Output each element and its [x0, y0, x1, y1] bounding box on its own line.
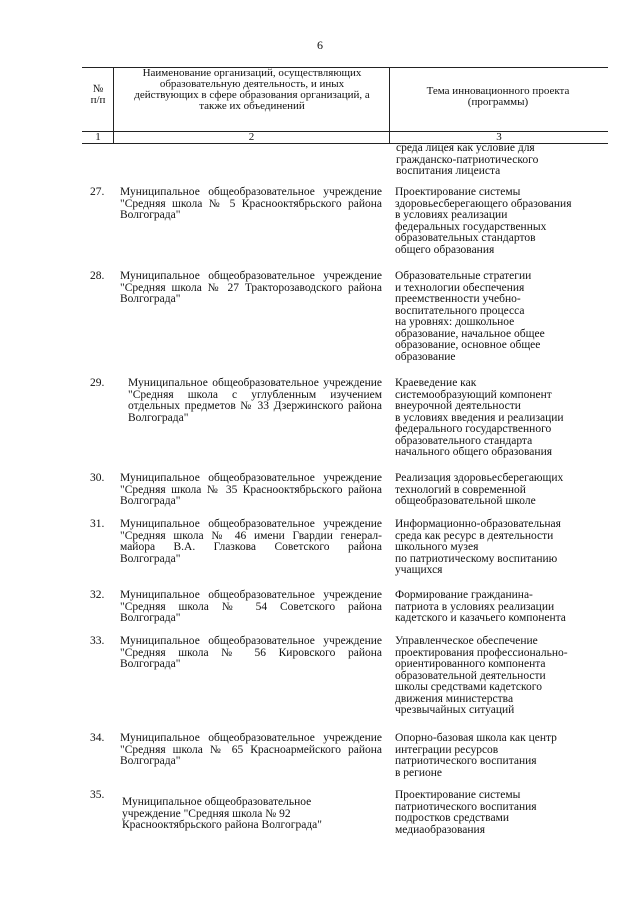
organization-name: Муниципальное общеобразовательное учреждение "Средняя школа № 46 имени Гвардии генерал-майора В.А. Глазкова Советского района Волгограда": [120, 518, 382, 565]
project-topic: Проектирование системы патриотического воспитания подростков средствами медиаобразования: [395, 789, 537, 836]
header-num-1: 1: [95, 131, 101, 143]
organization-name: Муниципальное общеобразовательное учреждение "Средняя школа № 92 Краснооктябрьского района Волгограда": [122, 796, 322, 831]
project-topic: Информационно-образовательная среда как ресурс в деятельности школьного музея по патриотическому воспитанию учащихся: [395, 518, 561, 576]
header-col-organization: Наименование организаций, осуществляющих образовательную деятельность, и иных действующих в сфере образования организаций, а также их объединений: [134, 67, 370, 112]
header-num-2: 2: [248, 131, 255, 143]
organization-name: Муниципальное общеобразовательное учреждение "Средняя школа № 65 Красноармейского района Волгограда": [120, 732, 382, 767]
page-number: 6: [317, 38, 323, 52]
project-topic: Образовательные стратегии и технологии обеспечения преемственности учебно- воспитательного процесса на уровнях: дошкольное образование, начальное общее образование, основное общее образование: [395, 270, 545, 363]
project-topic: Проектирование системы здоровьесберегающего образования в условиях реализации федеральных государственных образовательных стандартов общего образования: [395, 186, 572, 256]
header-col-topic: Тема инновационного проекта (программы): [426, 85, 570, 108]
row-number: 29.: [90, 377, 105, 389]
row-number: 31.: [90, 518, 105, 530]
continued-topic-text: среда лицея как условие для гражданско-патриотического воспитания лицеиста: [396, 142, 539, 177]
row-number: 32.: [90, 589, 105, 601]
organization-name: Муниципальное общеобразовательное учреждение "Средняя школа № 56 Кировского района Волгограда": [120, 635, 382, 670]
row-number: 34.: [90, 732, 105, 744]
row-number: 27.: [90, 186, 105, 198]
row-number: 33.: [90, 635, 105, 647]
organization-name: Муниципальное общеобразовательное учреждение "Средняя школа с углубленным изучением отдельных предметов № 33 Дзержинского района Волгограда": [128, 377, 382, 424]
row-number: 35.: [90, 789, 105, 801]
header-col-number: № п/п: [90, 83, 106, 106]
project-topic: Краеведение как системообразующий компонент внеурочной деятельности в условиях введения и реализации федерального государственного образовательного стандарта начального общего образования: [395, 377, 564, 458]
project-topic: Управленческое обеспечение проектирования профессионально- ориентированного компонента образовательной деятельности школы средствами кадетского движения министерства чрезвычайных ситуаций: [395, 635, 568, 716]
organization-name: Муниципальное общеобразовательное учреждение "Средняя школа № 27 Тракторозаводского района Волгограда": [120, 270, 382, 305]
organization-name: Муниципальное общеобразовательное учреждение "Средняя школа № 5 Краснооктябрьского района Волгограда": [120, 186, 382, 221]
header-num-3: 3: [496, 131, 502, 143]
project-topic: Опорно-базовая школа как центр интеграции ресурсов патриотического воспитания в регионе: [395, 732, 557, 779]
row-number: 28.: [90, 270, 105, 282]
organization-name: Муниципальное общеобразовательное учреждение "Средняя школа № 35 Краснооктябрьского района Волгограда": [120, 472, 382, 507]
row-number: 30.: [90, 472, 105, 484]
organization-name: Муниципальное общеобразовательное учреждение "Средняя школа № 54 Советского района Волгограда": [120, 589, 382, 624]
project-topic: Формирование гражданина- патриота в условиях реализации кадетского и казачьего компонента: [395, 589, 566, 624]
project-topic: Реализация здоровьесберегающих технологий в современной общеобразовательной школе: [395, 472, 564, 507]
